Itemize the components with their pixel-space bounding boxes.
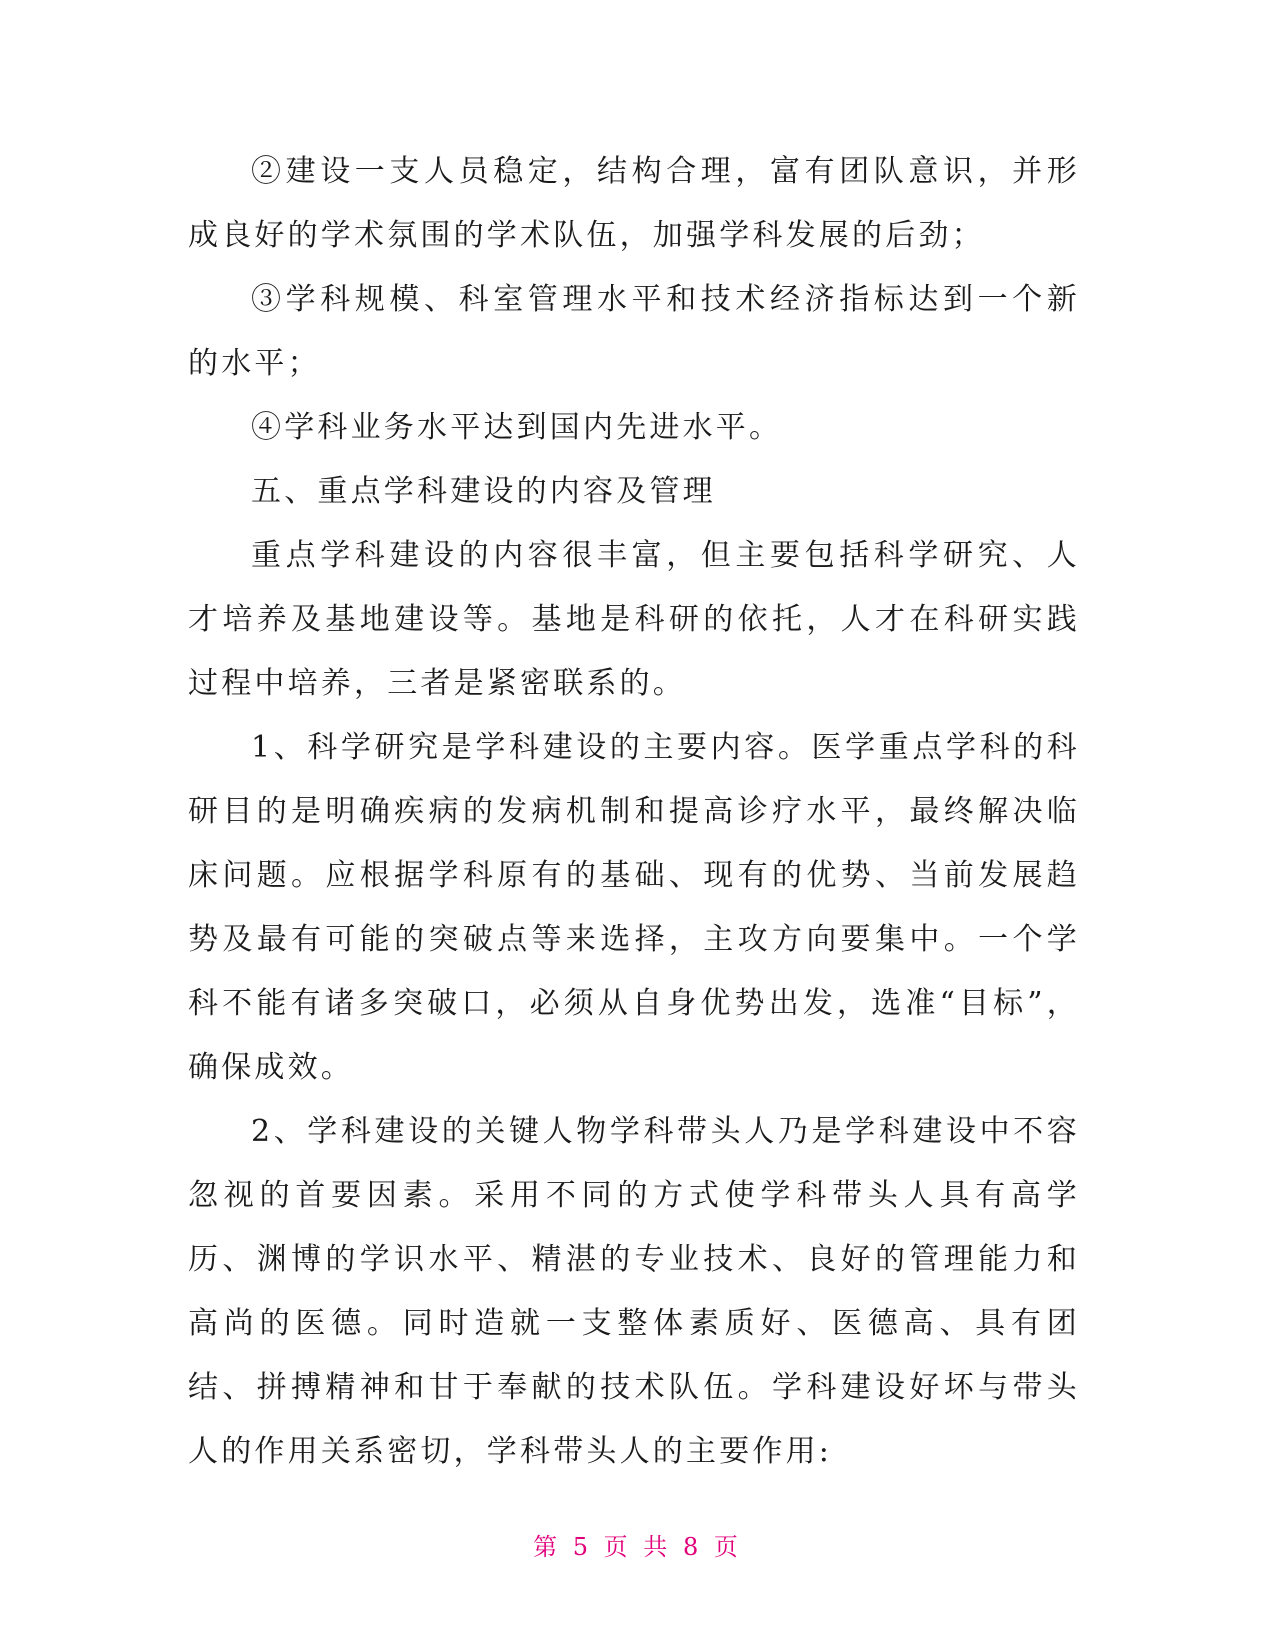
paragraph-intro: 重点学科建设的内容很丰富，但主要包括科学研究、人才培养及基地建设等。基地是科研的依托，人才在科研实践过程中培养，三者是紧密联系的。 xyxy=(188,538,1080,701)
paragraph-goal-4: ④学科业务水平达到国内先进水平。 xyxy=(251,410,783,445)
paragraph-leader: 2、学科建设的关键人物学科带头人乃是学科建设中不容忽视的首要因素。采用不同的方式使学科带头人具有高学历、渊博的学识水平、精湛的专业技术、良好的管理能力和高尚的医德。同时造就一支整体素质好、医德高、具有团结、拼搏精神和甘于奉献的技术队伍。学科建设好坏与带头人的作用关系密切，学科带头人的主要作用: xyxy=(188,1114,1080,1469)
paragraph-research: 1、科学研究是学科建设的主要内容。医学重点学科的科研目的是明确疾病的发病机制和提高诊疗水平，最终解决临床问题。应根据学科原有的基础、现有的优势、当前发展趋势及最有可能的突破点等来选择，主攻方向要集中。一个学科不能有诸多突破口，必须从自身优势出发，选准“目标”，确保成效。 xyxy=(188,730,1080,1085)
document-body xyxy=(188,140,1080,1484)
paragraph-goal-3: ③学科规模、科室管理水平和技术经济指标达到一个新的水平； xyxy=(188,282,1080,381)
paragraph-goal-2: ②建设一支人员稳定，结构合理，富有团队意识，并形成良好的学术氛围的学术队伍，加强学科发展的后劲； xyxy=(188,154,1080,253)
page-number-footer: 第 5 页 共 8 页 xyxy=(533,1533,742,1561)
section-heading: 五、重点学科建设的内容及管理 xyxy=(251,474,716,509)
